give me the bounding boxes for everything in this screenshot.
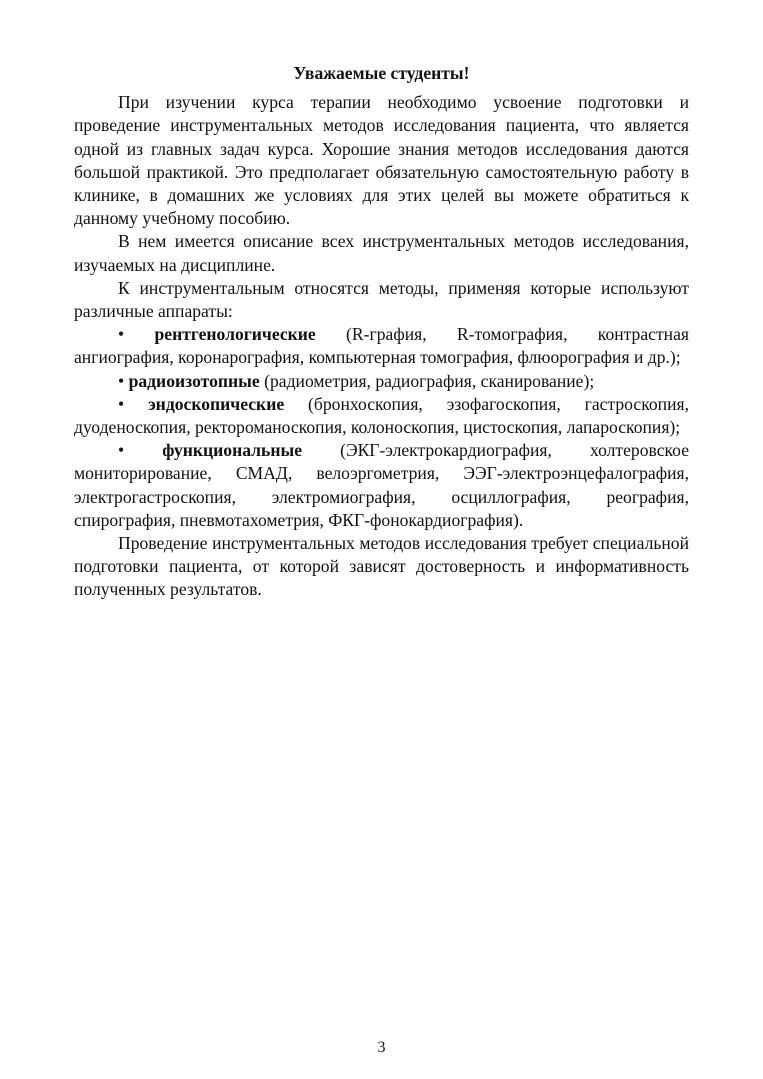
description-paragraph: В нем имеется описание всех инструментальных методов исследования, изучаемых на дисциплине. bbox=[74, 231, 689, 275]
page-heading: Уважаемые студенты! bbox=[293, 63, 470, 83]
bullet-term: функциональные bbox=[162, 440, 303, 461]
conclusion-paragraph: Проведение инструментальных методов исследования требует специальной подготовки пациента, от которой зависят достоверность и информативность полученных результатов. bbox=[74, 533, 689, 600]
page-number: 3 bbox=[377, 1039, 386, 1056]
bullet-item-radioisotope bbox=[74, 370, 689, 393]
bullet-item-endoscopic bbox=[74, 393, 689, 439]
bullet-item-functional bbox=[74, 439, 689, 532]
bullet-details: (радиометрия, радиография, сканирование); bbox=[264, 370, 595, 391]
bullet-term: радиоизотопные bbox=[128, 370, 260, 391]
bullet-details: (бронхоскопия, эзофагоскопия, гастроскопия, дуоденоскопия, ректороманоскопия, колоноскопия, цистоскопия, лапароскопия); bbox=[74, 393, 689, 438]
methods-intro-paragraph: К инструментальным относятся методы, применяя которые используют различные аппараты: bbox=[74, 277, 689, 322]
bullet-marker: • bbox=[118, 370, 125, 391]
bullet-marker: • bbox=[118, 393, 125, 414]
bullet-marker: • bbox=[118, 324, 125, 345]
bullet-marker: • bbox=[118, 440, 125, 461]
bullet-item-radiological bbox=[74, 323, 689, 369]
bullet-details: (R-графия, R-томография, контрастная ангиография, коронарография, компьютерная томография, флюорография и др.); bbox=[74, 324, 689, 368]
page-content bbox=[74, 62, 689, 602]
bullet-details: (ЭКГ-электрокардиография, холтеровское мониторирование, СМАД, велоэргометрия, ЭЭГ-электроэнцефалография, электрогастроскопия, электромиография, осциллография, реография, спирография, пневмотахометрия, ФКГ-фонокардиография). bbox=[74, 440, 689, 530]
intro-paragraph: При изучении курса терапии необходимо усвоение подготовки и проведение инструментальных методов исследования пациента, что является одной из главных задач курса. Хорошие знания методов исследования даются большой практикой. Это предполагает обязательную самостоятельную работу в клинике, в домашних же условиях для этих целей вы можете обратиться к данному учебному пособию. bbox=[74, 92, 689, 229]
bullet-term: рентгенологические bbox=[154, 324, 316, 345]
bullet-term: эндоскопические bbox=[148, 393, 285, 414]
